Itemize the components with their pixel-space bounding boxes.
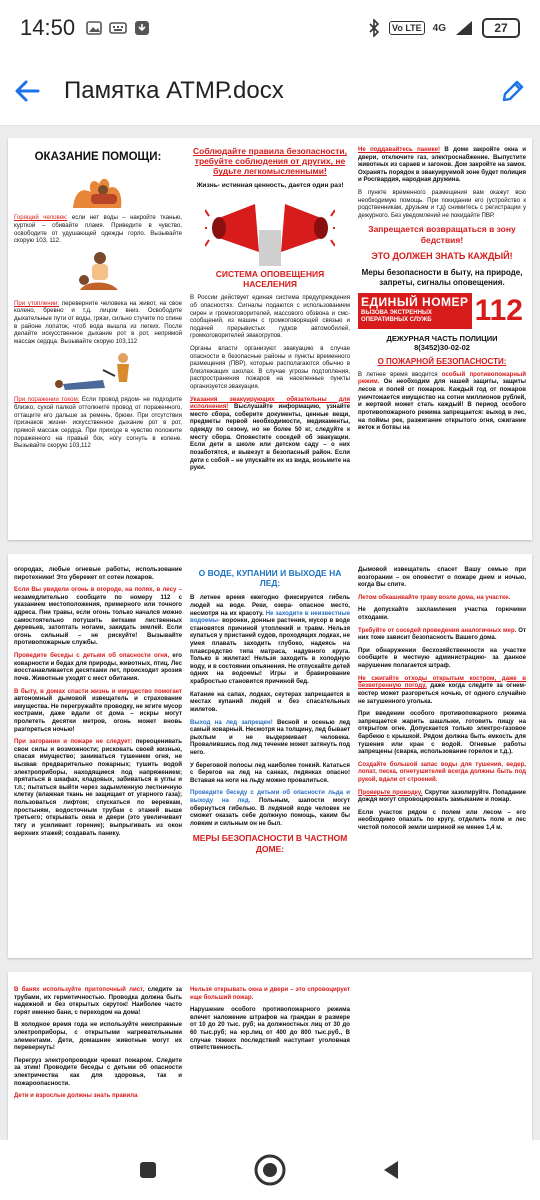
edit-pencil-icon[interactable] — [498, 76, 528, 106]
children-ice-text: Польным, шапости могут обернуться гибелью. В ледяной воде человек не сможет оказать себе должную помощь, каким бы ловким и сильным он не был. — [190, 797, 351, 827]
battery-level: 27 — [494, 21, 508, 35]
fire-donts-text: переоценивать свои силы и возможности; рисковать своей жизнью, спасая имущество; заниматься тушением огня, не вызвав предварительно пожарных; тушить водой электроприборы, находящиеся под напряжением; прятаться в шкафах, кладовых, забиваться в углы и т.п.; пытаться выйти через задымленную лестничную клетку (влажная ткань не защищает от угарного газа); пользоваться лифтом; спускаться по веревкам, простыням, водосточным трубам с этажей выше третьего; открывать окна и двери (это увеличивает тягу и усиливает горение); выпрыгивать из окон верхних этажей; создавать панику. — [14, 738, 182, 837]
safety-rules-intro: Соблюдайте правила безопасности, требуйте соблюдения от других, не будьте легкомысленными! — [193, 146, 347, 177]
wiring-overload-paragraph: Перегруз электропроводки чреват пожаром. Следите за этим! Проводите беседы с детьми об опасности электричества как для здоровья, так и пожароопасности. — [14, 1056, 182, 1087]
shore-ice-paragraph: У береговой полосы лед наиболее тонкий. Кататься с берегов на лед на санках, ледянках опасно! Вставая на ноги на льду можно провалиться. — [190, 761, 350, 784]
wiring-text: Скрутки зазолируйте. Попадание дождя могут спровоцировать замыкание и пожар. — [358, 788, 527, 804]
no-litter-paragraph: Не допускайте захламления участка горючими отходами. — [358, 606, 526, 622]
ice-ban-text: Весной и осенью лед самый коварный. Несмотря на толщину, лед бывает рыхлым и не выдерживает человека. Провалившись под лед течение может затянуть под него. — [190, 718, 351, 756]
no-panic-paragraph — [358, 146, 526, 184]
police-phone: 8(3452)30-02-02 — [414, 343, 470, 353]
home-safety-paragraph — [14, 688, 182, 734]
temporary-shelter-paragraph: В пункте временного размещения вам окажут всю необходимую помощь. При покидании его (устройство к родственникам, друзьям и т.д) снимитесь с регистрации у дежурного. Без уведомлений не покидайте ПВР. — [358, 189, 526, 219]
children-fire-text: его коварности и бедах для природы, животных, птиц. Лес восстанавливается десятками лет, происходит эрозия почв. Животные уходят с мест обитания. — [14, 652, 182, 682]
home-icon[interactable] — [252, 1152, 288, 1188]
emergency-banner-line1: ЕДИНЫЙ НОМЕР — [361, 295, 469, 310]
wiring-paragraph — [358, 789, 526, 804]
warning-system-title: СИСТЕМА ОПОВЕЩЕНИЯ НАСЕЛЕНИЯ — [215, 268, 325, 289]
water-safety-paragraph — [190, 594, 350, 685]
page3-column-1 — [14, 986, 182, 1105]
first-aid-heading: ОКАЗАНИЕ ПОМОЩИ: — [34, 151, 162, 163]
life-value-text: Жизнь- истинная ценность, дается один раз! — [196, 181, 344, 189]
no-bonfire-lead: Не сжигайте отходы открытым костром, даже в безветренную погоду, — [358, 674, 526, 690]
home-safety-text: автономный дымовой извещатель и страхование имущества. Не перегружайте проводку, не жгите мусор кострами, даже вдали от дома – искры могут пролететь десятки метров, огонь может вновь разгореться ночью! — [14, 695, 182, 733]
document-viewer[interactable] — [0, 126, 540, 1140]
downloads-icon — [133, 19, 151, 37]
water-supply-paragraph: Создайте большой запас воды для тушения, ведер, лопат, песка, огнетушителей всегда должны быть под рукой, вдали от строений. — [358, 760, 526, 784]
neighbors-text: От них тоже зависит безопасность Вашего дома. — [358, 626, 526, 642]
burning-text: если нет воды – накройте тканью, курткой – сбивайте пламя. Приведите в чувство, освободите от удушающей одежды горло. Вызывайте скорую 103, 112. — [14, 214, 182, 245]
bbq-rules-paragraph: При введении особого противопожарного режима запрещается жарить шашлыки, готовить пищу на открытом огне. Допускается только электро-газовое барбекю с крышкой. Рядом должна быть емкость для тушения или кран с водой. Огневые работы запрещены (сварка, использование горелок и т.д.). — [358, 710, 526, 756]
fire-report-lead: Если Вы увидели огонь в огороде, на полях, в лесу – — [14, 586, 182, 594]
ice-ban-lead: Выход на лед запрещен! — [190, 718, 273, 726]
windows-doors-paragraph: Нельзя открывать окна и двери – это спровоцирует еще больший пожар. — [190, 986, 350, 1001]
page1-column-1 — [14, 146, 182, 455]
fire-report-text: незамедлительно сообщите по номеру 112 с указанием местоположения, примерного или точного адреса. Пни травы, если огонь только начался можно самостоятельно потушить ветками лиственных деревьев, затоптать ногами, закидать землей. Если огонь сильный – не рискуйте! Вызывайте противопожарные службы. — [14, 593, 182, 647]
smoke-detector-paragraph: Дымовой извещатель спасет Вашу семью при возгорании – он оповестит о пожаре днем и ночью, когда Вы спите. — [358, 566, 526, 589]
fire-text-a: В летнее время вводится — [358, 370, 442, 378]
emergency-banner-line3: ОПЕРАТИВНЫХ СЛУЖБ — [361, 317, 432, 323]
bathhouse-paragraph — [14, 986, 182, 1016]
warning-system-paragraph: В России действует единая система предупреждения об опасностях. Сигналы подаются с использованием сирен и громкоговорителей, массового обзвона и смс-сообщений, из машин с громкоговорящей связью и подачей прерывистых гудков автомобилей, громкоговорителей эвакогрупов. — [190, 294, 350, 340]
fire-donts-paragraph — [14, 738, 182, 837]
cold-season-paragraph: В холодное время года не используйте неисправные электроприборы, с открытыми нагревательными элементами. Дети, домашние животные могут их перевернуть! — [14, 1021, 182, 1052]
drowning-paragraph — [14, 300, 182, 346]
fire-text-red: особый противопожарный режим. — [358, 370, 526, 386]
children-ice-lead: Проведите беседу с детьми об опасности льда и выходу на лед. — [190, 789, 350, 804]
fines-paragraph: Нарушение особого противопожарного режима влечет наложение штрафов на граждан в размере от 10 до 20 тыс. руб; на должностных лиц от 30 до 60 тыс.руб; на юр.лиц от 400 до 800 тыс.руб., В случае тяжких последствий наступает уголовная ответственность. — [190, 1006, 350, 1052]
fire-donts-lead: При загорании и пожаре не следует: — [14, 738, 133, 746]
children-fire-paragraph — [14, 652, 182, 682]
electric-shock-illustration — [14, 350, 182, 392]
ice-ban-paragraph — [190, 719, 350, 757]
shock-text: Если провод рядом- не подходите близко, сухой палкой оттолкните провод от пораженного, оттащите его дальше за ремень, брюки. При отсутствии признаков жизни- искусственное дыхание рот в рот, прямой массаж сердца. При приходе в чувство положите пораженного на правый бок, ногу согнуть в колене. Вызывайте скорую 103,112 — [14, 396, 182, 450]
emergency-banner-line2: ВЫЗОВА ЭКСТРЕННЫХ — [361, 310, 432, 317]
bathhouse-text: следите за трубами, их герметичностью. Проводка должна быть надежной и без открытых скруток! Наиболее часто горят именно бани, с переходом на дома! — [14, 986, 183, 1016]
water-ice-heading: О ВОДЕ, КУПАНИИ И ВЫХОДЕ НА ЛЕД: — [198, 568, 342, 589]
battery-indicator — [482, 18, 520, 38]
burning-lead: Горящий человек: — [14, 214, 68, 222]
neighbors-lead: Требуйте от соседей проведения аналогичных мер. — [358, 626, 517, 634]
drowning-text: переверните человека на живот, на свое колено, бревно и т.д. лицом вниз. Освободите дыхательные пути от воды, грязи, сильно стучите по спине в районе лопаток, чтоб вода вышла из легких. После делайте искусственное дыхание рот в рот, непрямой массаж сердца. Вызывайте скорую 103,112 — [14, 299, 182, 345]
no-panic-text: В доме закройте окна и двери, отключите газ, электроснабжение. Выпустите животных из сараев и загонов. Дом закройте на замок. Охранять порядок в эвакуируемой зоне будет полиция и Росгвардия, народная дружина. — [358, 146, 527, 184]
water-text-b: воронки, донные растения, мусор в воде становятся причиной утоплений и травм. Нельзя купаться у пристаней судов, проходящих лодках, не умея плавать заходить глубоко, надеясь на плавсредство типа матраса, надувного круга. Только в жилетах! Нельзя заходить в холодную воду, и в состоянии опьянения. Не отпускайте детей одних на водоемы! Игры и бравирование храбростью становится причиной бед. — [190, 617, 350, 686]
emergency-number: 112 — [472, 293, 526, 329]
drowning-rescue-illustration — [14, 250, 182, 296]
status-bar — [0, 0, 540, 56]
evacuation-orders-lead: Указания эвакуирующих обязательны для исполнения! — [190, 395, 350, 411]
document-page-2 — [8, 554, 532, 958]
document-page-1 — [8, 138, 532, 540]
signal-icon — [454, 19, 474, 37]
private-house-heading: МЕРЫ БЕЗОПАСНОСТИ В ЧАСТНОМ ДОМЕ: — [192, 833, 348, 854]
page2-column-2 — [190, 560, 350, 854]
status-time: 14:50 — [20, 15, 76, 40]
recent-apps-icon[interactable] — [134, 1156, 162, 1184]
safety-measures-subtitle: Меры безопасности в быту, на природе, запреты, сигналы оповещения. — [361, 268, 523, 288]
burning-person-illustration — [14, 170, 182, 210]
evacuation-orders-text: Выслушайте информацию, узнайте место сбора, соберите документы, ценные вещи, предметы первой необходимости, медикаменты, одежду по сезону, но не более 50 кг, следуйте к месту сбора. Оповестите соседей об эвакуации. Если дети в школе или детском саду – о них позаботятся, и вывезут в безопасный район. Если дети с собой – не упускайте их из вида, возьмите на руки. — [190, 403, 350, 472]
fire-safety-paragraph — [358, 371, 526, 432]
notification-icons — [85, 19, 151, 37]
page3-column-2 — [190, 986, 350, 1057]
document-title: Памятка АТМР.docx — [64, 76, 284, 104]
fire-report-paragraph — [14, 586, 182, 647]
children-ice-paragraph — [190, 789, 350, 827]
bathhouse-lead: В банях используйте притопочный лист, — [14, 986, 145, 993]
page2-column-3 — [358, 566, 526, 837]
back-triangle-icon[interactable] — [378, 1156, 406, 1184]
document-page-3 — [8, 972, 532, 1140]
neighbors-paragraph — [358, 627, 526, 642]
siren-megaphone-illustration — [190, 196, 350, 268]
fire-text-b: Он необходим для нашей защиты, защиты лесов и полей от пожаров. Каждый год от пожаров уничтожается имущество на сотни миллионов рублей, и жертвой может стать каждый! В период особого противопожарного режима запрещается: выход в лес, на поймы рек, разжигание открытого огня, сжигание веток и ботвы на — [358, 378, 526, 432]
page1-column-3 — [358, 146, 526, 437]
bluetooth-icon — [367, 19, 381, 37]
police-duty-title: ДЕЖУРНАЯ ЧАСТЬ ПОЛИЦИИ — [386, 334, 498, 344]
evacuation-orders-paragraph — [190, 396, 350, 472]
no-panic-lead: Не поддавайтесь панике! — [358, 146, 441, 153]
report-violations-paragraph: При обнаружении бесхозяйственности на участке сообщите в местную администрацию- за данное нарушение полагается штраф. — [358, 646, 526, 670]
rules-knowledge-paragraph: Дети и взрослые должны знать правила — [14, 1092, 138, 1100]
app-bar — [0, 56, 540, 126]
back-arrow-icon[interactable] — [12, 76, 42, 106]
water-text-a: В летнее время ежегодно фиксируется гибель людей на воде. Реки, озера- опасное место, несмотря на их красоту. — [190, 594, 350, 617]
mow-grass-paragraph: Летом обкашивайте траву возле дома, на участке. — [358, 593, 511, 601]
keyboard-icon — [109, 19, 127, 37]
boating-paragraph: Катание на сапах, лодках, скутерах запрещается в местах купаний людей и без спасательных жилетов. — [190, 690, 350, 713]
emergency-banner-text — [358, 293, 472, 329]
page2-column-1 — [14, 566, 182, 842]
volte-badge: Vo LTE — [389, 21, 425, 35]
electric-shock-paragraph — [14, 396, 182, 449]
network-label: 4G — [432, 22, 446, 34]
drowning-lead: При утоплении: — [14, 299, 60, 307]
shock-lead: При поражении током: — [14, 396, 80, 404]
children-fire-lead: Проведите беседы с детьми об опасности огня, — [14, 652, 170, 660]
evacuation-paragraph: Органы власти организуют эвакуацию в случае опасности в безопасные районы и пункты временного размещения (ПВР), которые располагаются обычно в близлежащих школах. В случае угрозы подтопления, распространения пожаров на населенные пункты организуется эвакуация. — [190, 344, 350, 391]
no-return-warning: Запрещается возвращаться в зону бедствия! — [368, 224, 516, 245]
home-safety-lead: В быту, в домах спасти жизнь и имущество помогает — [14, 687, 182, 695]
no-bonfire-paragraph — [358, 675, 526, 705]
status-right — [367, 18, 520, 38]
must-know-heading: ЭТО ДОЛЖЕН ЗНАТЬ КАЖДЫЙ! — [371, 250, 513, 261]
wiring-lead: Проверьте проводку. — [358, 788, 423, 796]
emergency-number-banner — [358, 293, 526, 329]
network-indicator — [433, 23, 446, 34]
gardens-paragraph: огородах, любые огневые работы, использование пиротехники! Это убережет от сотен пожаров. — [14, 566, 182, 581]
system-navigation-bar — [0, 1140, 540, 1200]
page1-column-2 — [190, 146, 350, 477]
burning-person-paragraph — [14, 214, 182, 244]
plough-strip-paragraph: Если участок рядом с полем или лесом – его необходимо опахать по кругу, отделить поле и лес чистой полосой земли шириной не менее 1,4 м. — [358, 808, 526, 832]
water-text-blue: Не заходите в неизвестные водоемы- — [190, 609, 350, 625]
fire-safety-heading: О ПОЖАРНОЙ БЕЗОПАСНОСТИ: — [377, 356, 507, 366]
gallery-icon — [85, 19, 103, 37]
no-bonfire-text: даже когда следите за огнем- костер может разгореться ночью, от одного случайно не затушенного уголька. — [358, 682, 526, 705]
